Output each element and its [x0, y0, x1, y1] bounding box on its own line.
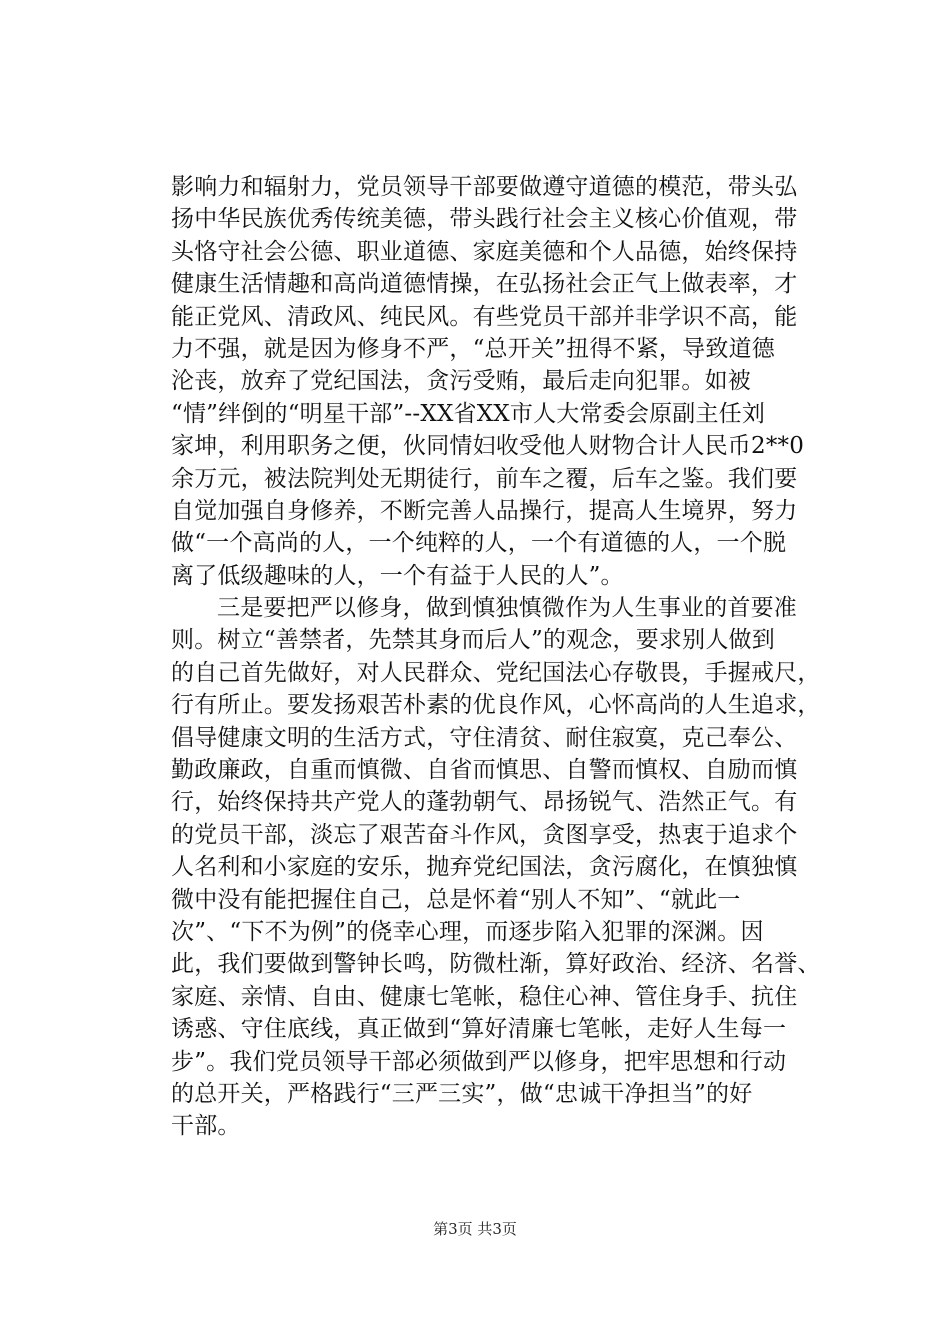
text-line: 家坤，利用职务之便，伙同情妇收受他人财物合计人民币2**0 — [171, 433, 805, 460]
text-line: 人名利和小家庭的安乐，抛弃党纪国法，贪污腐化，在慎独慎 — [171, 854, 798, 881]
body-text — [171, 171, 831, 1143]
text-line: 倡导健康文明的生活方式，守住清贫、耐住寂寞，克己奉公、 — [171, 724, 798, 751]
text-line: 微中没有能把握住自己，总是怀着“别人不知”、“就此一 — [171, 886, 741, 913]
text-line: 勤政廉政，自重而慎微、自省而慎思、自警而慎权、自励而慎 — [171, 757, 798, 784]
text-line: 沦丧，放弃了党纪国法，贪污受贿，最后走向犯罪。如被 — [171, 368, 751, 395]
text-line: 三是要把严以修身，做到慎独慎微作为人生事业的首要准 — [217, 595, 797, 622]
text-line: 此，我们要做到警钟长鸣，防微杜渐，算好政治、经济、名誉、 — [171, 951, 821, 978]
text-line: 离了低级趣味的人，一个有益于人民的人”。 — [171, 562, 624, 589]
text-line: 的自己首先做好，对人民群众、党纪国法心存敬畏，手握戒尺， — [171, 659, 821, 686]
text-line: 的党员干部，淡忘了艰苦奋斗作风，贪图享受，热衷于追求个 — [171, 821, 798, 848]
text-line: 健康生活情趣和高尚道德情操，在弘扬社会正气上做表率，才 — [171, 271, 798, 298]
text-line: 行，始终保持共产党人的蓬勃朝气、昂扬锐气、浩然正气。有 — [171, 789, 798, 816]
text-line: 行有所止。要发扬艰苦朴素的优良作风，心怀高尚的人生追求， — [171, 692, 821, 719]
text-line: 能正党风、清政风、纯民风。有些党员干部并非学识不高，能 — [171, 303, 798, 330]
page-footer: 第3页 共3页 — [433, 1220, 517, 1238]
text-line: 则。树立“善禁者，先禁其身而后人”的观念，要求别人做到 — [171, 627, 775, 654]
text-line: 次”、“下不为例”的侥幸心理，而逐步陷入犯罪的深渊。因 — [171, 918, 764, 945]
text-line: 家庭、亲情、自由、健康七笔帐，稳住心神、管住身手、抗住 — [171, 983, 798, 1010]
text-line: “情”绊倒的“明星干部”--XX省XX市人大常委会原副主任刘 — [171, 400, 766, 427]
text-line: 做“一个高尚的人，一个纯粹的人，一个有道德的人，一个脱 — [171, 530, 787, 557]
text-line: 自觉加强自身修养，不断完善人品操行，提高人生境界，努力 — [171, 497, 798, 524]
text-line: 头恪守社会公德、职业道德、家庭美德和个人品德，始终保持 — [171, 238, 798, 265]
text-line: 诱惑、守住底线，真正做到“算好清廉七笔帐，走好人生每一 — [171, 1016, 787, 1043]
text-line: 的总开关，严格践行“三严三实”，做“忠诚干净担当”的好 — [171, 1080, 753, 1107]
text-line: 步”。我们党员领导干部必须做到严以修身，把牢思想和行动 — [171, 1048, 787, 1075]
text-line: 力不强，就是因为修身不严，“总开关”扭得不紧，导致道德 — [171, 335, 775, 362]
text-line: 干部。 — [171, 1113, 241, 1140]
text-line: 影响力和辐射力，党员领导干部要做遵守道德的模范，带头弘 — [171, 174, 798, 200]
text-line: 余万元，被法院判处无期徒行，前车之覆，后车之鉴。我们要 — [171, 465, 798, 492]
text-line: 扬中华民族优秀传统美德，带头践行社会主义核心价值观，带 — [171, 206, 798, 233]
